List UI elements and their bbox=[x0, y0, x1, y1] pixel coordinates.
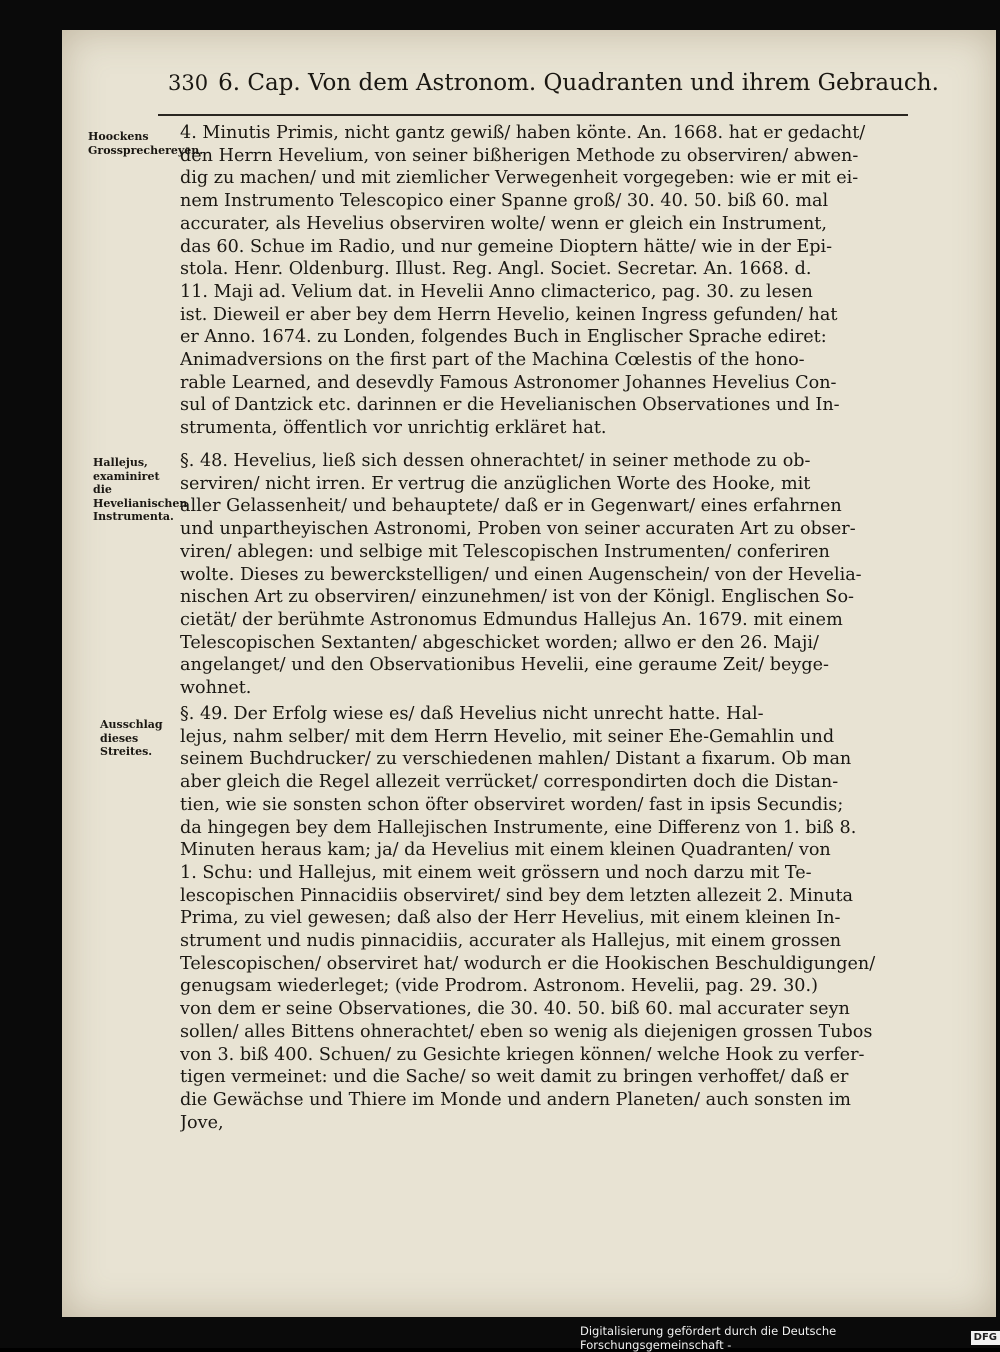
text-line: lejus, nahm selber/ mit dem Herrn Hevelio, mit seiner Ehe-Gemahlin und bbox=[180, 726, 835, 747]
text-line: lescopischen Pinnacidiis observiret/ sind bey dem letzten allezeit 2. Minuta bbox=[180, 885, 854, 906]
text-line: viren/ ablegen: und selbige mit Telescopischen Instrumenten/ conferiren bbox=[180, 541, 830, 562]
text-line: wolte. Dieses zu bewerckstelligen/ und einen Augenschein/ von der Hevelia- bbox=[180, 564, 862, 585]
text-line: Prima, zu viel gewesen; daß also der Herr Hevelius, mit einem kleinen In- bbox=[180, 908, 841, 929]
paragraph bbox=[180, 450, 900, 700]
text-line: seinem Buchdrucker/ zu verschiedenen mahlen/ Distant a fixarum. Ob man bbox=[180, 749, 852, 770]
text-line: da hingegen bey dem Hallejischen Instrumente, eine Differenz von 1. biß 8. bbox=[180, 817, 857, 838]
text-line: 4. Minutis Primis, nicht gantz gewiß/ haben könte. An. 1668. hat er gedacht/ bbox=[180, 123, 866, 143]
digitization-footer bbox=[580, 1324, 1000, 1352]
text-line: 1. Schu: und Hallejus, mit einem weit grössern und noch darzu mit Te- bbox=[180, 862, 812, 883]
text-line: tien, wie sie sonsten schon öfter observiret worden/ fast in ipsis Secundis; bbox=[180, 794, 844, 815]
text-line: stola. Henr. Oldenburg. Illust. Reg. Angl. Societ. Secretar. An. 1668. d. bbox=[180, 259, 812, 280]
text-line: ist. Dieweil er aber bey dem Herrn Hevelio, keinen Ingress gefunden/ hat bbox=[180, 304, 838, 325]
text-line: die Gewächse und Thiere im Monde und andern Planeten/ auch sonsten im bbox=[180, 1089, 851, 1110]
paragraph bbox=[180, 122, 900, 440]
text-line: Jove, bbox=[180, 1112, 224, 1133]
text-line: von 3. biß 400. Schuen/ zu Gesichte kriegen können/ welche Hook zu verfer- bbox=[180, 1044, 865, 1065]
text-line: Animadversions on the first part of the Machina Cœlestis of the hono- bbox=[180, 350, 805, 371]
text-line: 11. Maji ad. Velium dat. in Hevelii Anno climacterico, pag. 30. zu lesen bbox=[180, 281, 813, 302]
text-line: wohnet. bbox=[180, 678, 252, 699]
chapter-title: 6. Cap. Von dem Astronom. Quadranten und ihrem Gebrauch. bbox=[218, 70, 939, 96]
text-line: nischen Art zu observiren/ einzunehmen/ ist von der Königl. Englischen So- bbox=[180, 587, 854, 608]
text-line: genugsam wiederleget; (vide Prodrom. Astronom. Hevelii, pag. 29. 30.) bbox=[180, 976, 818, 997]
text-line: und unpartheyischen Astronomi, Proben von seiner accuraten Art zu obser- bbox=[180, 519, 856, 540]
text-line: das 60. Schue im Radio, und nur gemeine Dioptern hätte/ wie in der Epi- bbox=[180, 236, 833, 257]
paragraph bbox=[180, 703, 900, 1134]
text-line: aller Gelassenheit/ und behauptete/ daß er in Gegenwart/ eines erfahrnen bbox=[180, 496, 842, 517]
text-line: §. 49. Der Erfolg wiese es/ daß Hevelius nicht unrecht hatte. Hal- bbox=[180, 704, 764, 724]
header-rule bbox=[158, 114, 908, 116]
text-line: §. 48. Hevelius, ließ sich dessen ohnerachtet/ in seiner methode zu ob- bbox=[180, 451, 811, 471]
text-line: den Herrn Hevelium, von seiner bißherigen Methode zu observiren/ abwen- bbox=[180, 145, 859, 166]
text-line: er Anno. 1674. zu Londen, folgendes Buch in Englischer Sprache ediret: bbox=[180, 327, 827, 348]
text-line: aber gleich die Regel allezeit verrücket/ correspondirten doch die Distan- bbox=[180, 772, 839, 793]
page-number: 330 bbox=[168, 71, 209, 95]
text-line: rable Learned, and desevdly Famous Astronomer Johannes Hevelius Con- bbox=[180, 372, 837, 393]
text-line: Telescopischen/ observiret hat/ wodurch er die Hookischen Beschuldigungen/ bbox=[180, 953, 876, 974]
text-line: dig zu machen/ und mit ziemlicher Verwegenheit vorgegeben: wie er mit ei- bbox=[180, 168, 859, 189]
text-line: nem Instrumento Telescopico einer Spanne groß/ 30. 40. 50. biß 60. mal bbox=[180, 191, 829, 212]
text-line: von dem er seine Observationes, die 30. 40. 50. biß 60. mal accurater seyn bbox=[180, 999, 850, 1020]
text-line: strument und nudis pinnacidiis, accurater als Hallejus, mit einem grossen bbox=[180, 931, 842, 952]
margin-note: Ausschlag dieses Streites. bbox=[100, 718, 163, 758]
text-line: angelanget/ und den Observationibus Hevelii, eine geraume Zeit/ beyge- bbox=[180, 655, 829, 676]
text-line: cietät/ der berühmte Astronomus Edmundus Hallejus An. 1679. mit einem bbox=[180, 609, 843, 630]
text-line: Telescopischen Sextanten/ abgeschicket worden; allwo er den 26. Maji/ bbox=[180, 632, 819, 653]
margin-note: Hoockens Grossprechereyen. bbox=[88, 130, 204, 157]
text-line: accurater, als Hevelius observiren wolte/ wenn er gleich ein Instrument, bbox=[180, 213, 827, 234]
running-header bbox=[168, 70, 939, 110]
dfg-logo: DFG bbox=[971, 1331, 1000, 1345]
footer-text: Digitalisierung gefördert durch die Deutsche Forschungsgemeinschaft - bbox=[580, 1324, 837, 1352]
text-line: serviren/ nicht irren. Er vertrug die anzüglichen Worte des Hooke, mit bbox=[180, 473, 811, 494]
margin-note: Hallejus, examiniret die Hevelianischen Instrumenta. bbox=[93, 456, 188, 523]
text-line: tigen vermeinet: und die Sache/ so weit damit zu bringen verhoffet/ daß er bbox=[180, 1067, 849, 1088]
text-line: strumenta, öffentlich vor unrichtig erkläret hat. bbox=[180, 418, 607, 439]
text-line: Minuten heraus kam; ja/ da Hevelius mit einem kleinen Quadranten/ von bbox=[180, 840, 831, 861]
text-line: sollen/ alles Bittens ohnerachtet/ eben so wenig als diejenigen grossen Tubos bbox=[180, 1021, 873, 1042]
text-line: sul of Dantzick etc. darinnen er die Hevelianischen Observationes und In- bbox=[180, 395, 840, 416]
